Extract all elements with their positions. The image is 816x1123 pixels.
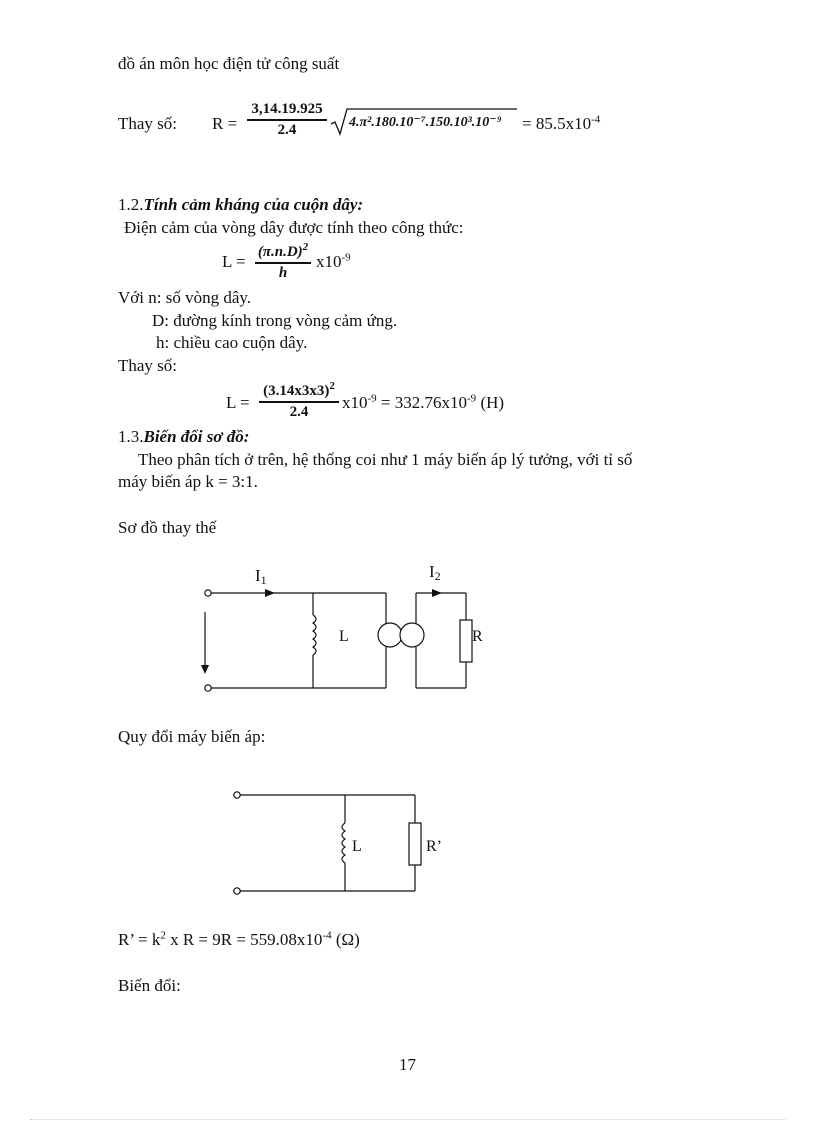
bien-doi-label: Biến đổi: xyxy=(118,976,181,995)
arrow-down-icon xyxy=(201,665,209,674)
circuit-equivalent-diagram xyxy=(195,560,495,700)
section-1-3-number: 1.3. xyxy=(118,427,144,446)
eq-r-lhs: R = xyxy=(212,114,238,133)
fraction-bar xyxy=(247,119,327,121)
formula-l-factor: $x10^{-9}$ xyxy=(316,251,351,271)
fraction-bar xyxy=(255,262,311,264)
where-line-d: D: đường kính trong vòng cảm ứng. xyxy=(152,311,398,330)
section-1-2-heading xyxy=(118,195,363,215)
terminal-top-icon xyxy=(234,792,240,798)
circuit-converted-diagram xyxy=(225,785,465,900)
eq-r-result xyxy=(522,114,600,134)
eq-r-result-exp: -4 xyxy=(591,113,601,126)
formula-l-denominator: h xyxy=(278,264,288,281)
eq-r-numerator: 3,14.19.925 xyxy=(251,101,323,117)
resistor-icon xyxy=(460,620,472,662)
eq-r-prefix: Thay số: xyxy=(118,114,178,133)
subst-label: Thay số: xyxy=(118,356,178,375)
inductor-icon xyxy=(342,823,345,863)
r-prime-equation: R’ = $k^2$ x $R = 9R = 559.08x10^{-4}$ (Ω) xyxy=(118,929,360,949)
eq-r-fraction xyxy=(247,101,327,139)
eq-r-result-value: = 85.5x10 xyxy=(522,114,592,133)
page-header: đồ án môn học điện tử công suất xyxy=(118,54,340,73)
terminal-bottom-icon xyxy=(205,685,211,691)
formula-l-lhs: L = xyxy=(222,252,246,271)
section-1-3-para-line1: Theo phân tích ở trên, hệ thống coi như 1 máy biến áp lý tưởng, với tỉ số xyxy=(138,450,633,469)
section-1-2-number: 1.2. xyxy=(118,195,144,214)
subst-l-denominator: 2.4 xyxy=(289,403,309,420)
eq-r-sqrt-body: 4.π².180.10⁻⁷.150.10³.10⁻⁹ xyxy=(349,115,502,130)
terminal-top-icon xyxy=(205,590,211,596)
subst-l-result: $x10^{-9} = 332.76x10^{-9}$ (H) xyxy=(342,392,505,412)
formula-l-numerator: $(\pi.n.D)^2$ xyxy=(257,241,309,260)
label-l: L xyxy=(352,838,362,855)
label-r-prime: R’ xyxy=(426,838,442,855)
page-number: 17 xyxy=(399,1055,416,1074)
section-1-3-title: Biến đổi sơ đồ: xyxy=(143,427,250,446)
label-l: L xyxy=(339,628,349,645)
current-arrow-i2-icon xyxy=(432,589,442,597)
section-1-3-heading xyxy=(118,427,249,447)
subst-l-numerator: $(3.14x3x3)^2$ xyxy=(263,380,335,399)
section-1-3-para-line2: máy biến áp k = 3:1. xyxy=(118,472,258,491)
fraction-bar xyxy=(259,401,339,403)
eq-r-denominator: 2.4 xyxy=(277,121,297,138)
section-1-2-title: Tính cảm kháng của cuộn dây: xyxy=(143,195,364,214)
inductor-icon xyxy=(313,615,316,655)
label-r: R xyxy=(472,628,483,645)
subst-l-lhs: L = xyxy=(226,393,250,412)
current-arrow-i1-icon xyxy=(265,589,275,597)
label-i2: I2 xyxy=(429,562,441,583)
label-i1: I1 xyxy=(255,566,267,587)
schema-label: Sơ đồ thay thế xyxy=(118,518,217,537)
formula-l-fraction xyxy=(255,241,311,282)
subst-l-fraction xyxy=(259,380,339,421)
resistor-icon xyxy=(409,823,421,865)
transformer-primary-coil-icon xyxy=(378,623,402,647)
where-line-h: h: chiều cao cuộn dây. xyxy=(156,333,308,352)
transformer-secondary-coil-icon xyxy=(400,623,424,647)
terminal-bottom-icon xyxy=(234,888,240,894)
page-bottom-border xyxy=(30,1119,786,1120)
convert-label: Quy đổi máy biến áp: xyxy=(118,727,266,746)
where-line-n: Với n: số vòng dây. xyxy=(118,288,252,307)
section-1-2-intro: Điện cảm của vòng dây được tính theo công thức: xyxy=(124,218,464,237)
